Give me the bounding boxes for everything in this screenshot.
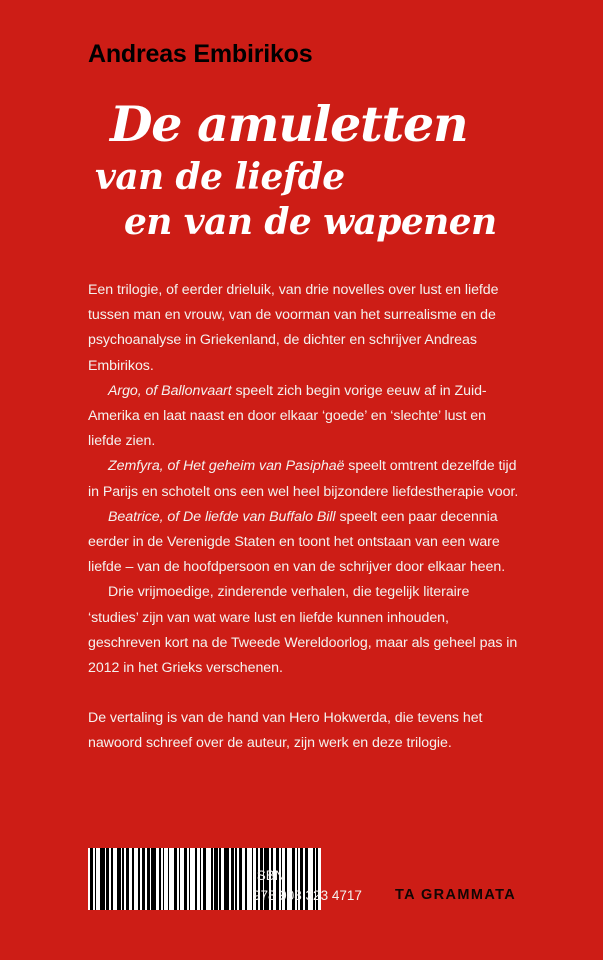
- blurb-paragraph-3: [88, 454, 522, 504]
- blurb-paragraph-5: Drie vrijmoedige, zinderende verhalen, die tegelijk literaire ‘studies’ zijn van wat ware lust en liefde kunnen inhouden, geschreven kort na de Tweede Wereldoorlog, maar als geheel pas in 2012 in het Grieks verschenen.: [88, 584, 518, 677]
- isbn-label: ISBN: [253, 868, 285, 883]
- blurb-paragraph-4-rest: speelt een paar decennia eerder in de Verenigde Staten en toont het ontstaan van een ware liefde – van de hoofdpersoon en van de schrijver door elkaar heen.: [88, 508, 506, 576]
- blurb-paragraph-2: [88, 379, 522, 455]
- blurb-paragraph-2-rest: speelt zich begin vorige eeuw af in Zuid-Amerika en laat naast en door elkaar ‘goede’ en ‘slechte’ lust en liefde zien.: [88, 382, 487, 450]
- blurb-paragraph-1: Een trilogie, of eerder drieluik, van drie novelles over lust en liefde tussen man en vrouw, van de voorman van het surrealisme en de psychoanalyse in Griekenland, de dichter en schrijver Andreas Embirikos.: [88, 282, 499, 374]
- novella-title-beatrice: Beatrice, of De liefde van Buffalo Bill: [108, 508, 336, 525]
- isbn-number: 978 908 323 4717: [253, 888, 362, 903]
- novella-title-argo: Argo, of Ballonvaart: [108, 382, 232, 399]
- novella-title-zemfyra: Zemfyra, of Het geheim van Pasiphaë: [108, 458, 345, 475]
- barcode: [88, 848, 243, 910]
- blurb-text: [88, 278, 522, 757]
- cover-footer: [88, 845, 548, 915]
- title-line-3: en van de wapenen: [124, 201, 497, 243]
- blurb-paragraph-4: [88, 505, 522, 581]
- author-name: Andreas Embirikos: [88, 40, 313, 68]
- title-block: [88, 95, 548, 243]
- blurb-paragraph-6: De vertaling is van de hand van Hero Hokwerda, die tevens het nawoord schreef over de auteur, zijn werk en deze trilogie.: [88, 710, 483, 752]
- title-line-2: van de liefde: [95, 156, 345, 198]
- title-line-1: De amuletten: [110, 95, 468, 153]
- isbn-block: [253, 866, 362, 906]
- publisher-name: TA GRAMMATA: [395, 887, 517, 903]
- blurb-paragraph-3-rest: speelt omtrent dezelfde tijd in Parijs en schotelt ons een wel heel bijzondere liefdestherapie voor.: [88, 458, 519, 500]
